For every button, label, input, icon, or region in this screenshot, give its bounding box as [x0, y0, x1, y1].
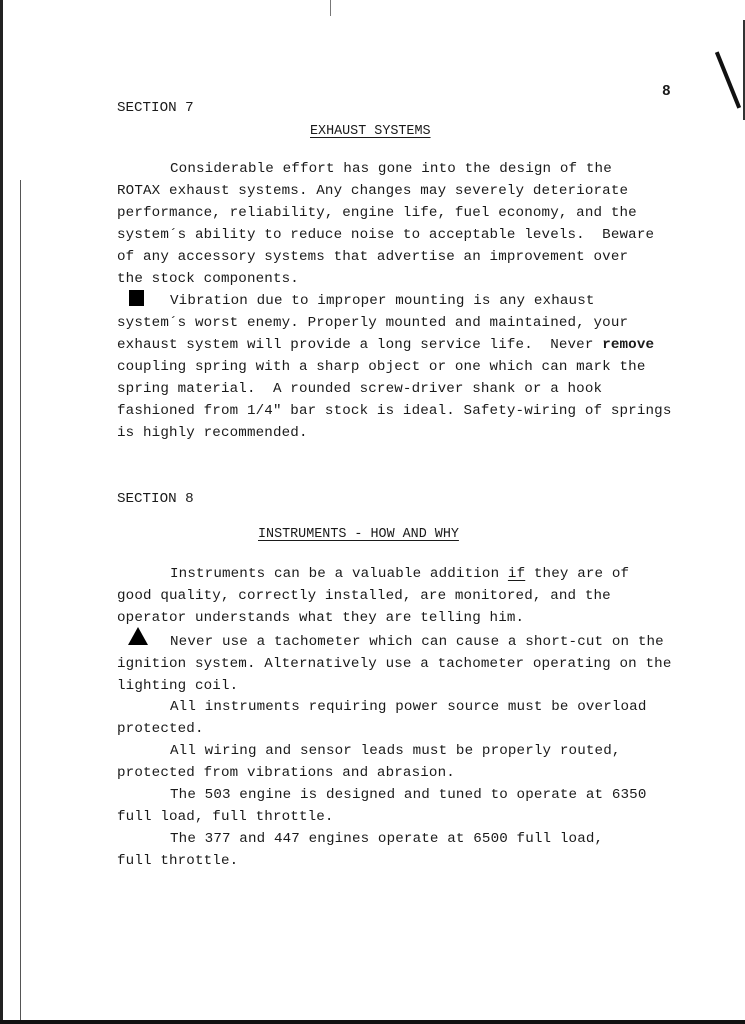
paragraph-line: system´s worst enemy. Properly mounted and maintained, your — [117, 315, 629, 331]
section-7-heading: EXHAUST SYSTEMS — [310, 124, 431, 139]
scan-mark-right — [715, 51, 741, 108]
scan-edge-bottom — [0, 1020, 745, 1024]
paragraph-line: operator understands what they are telling him. — [117, 610, 525, 626]
paragraph-line — [117, 334, 654, 356]
scan-edge-left — [0, 0, 3, 1024]
paragraph-line: fashioned from 1/4" bar stock is ideal. Safety-wiring of springs — [117, 403, 672, 419]
paragraph-text: Instruments can be a valuable addition — [170, 566, 508, 582]
paragraph-line: spring material. A rounded screw-driver shank or a hook — [117, 381, 603, 397]
underlined-text: if — [507, 566, 526, 582]
square-bullet-icon — [129, 290, 144, 306]
paragraph-line: All wiring and sensor leads must be properly routed, — [170, 743, 621, 759]
scan-mark-top — [330, 0, 331, 16]
paragraph-line: ROTAX exhaust systems. Any changes may severely deteriorate — [117, 183, 629, 199]
paragraph-text: exhaust system will provide a long service life. Never — [117, 337, 603, 353]
section-8-heading: INSTRUMENTS - HOW AND WHY — [258, 527, 459, 542]
paragraph-line: ignition system. Alternatively use a tachometer operating on the — [117, 656, 672, 672]
paragraph-line: The 377 and 447 engines operate at 6500 full load, — [170, 831, 604, 847]
paragraph-line: good quality, correctly installed, are monitored, and the — [117, 588, 611, 604]
paragraph-line: system´s ability to reduce noise to acceptable levels. Beware — [117, 227, 655, 243]
paragraph-line: Considerable effort has gone into the design of the — [170, 161, 612, 177]
paragraph-line: full load, full throttle. — [117, 809, 334, 825]
emphasis-text: remove — [602, 337, 655, 353]
paragraph-line: coupling spring with a sharp object or one which can mark the — [117, 359, 646, 375]
paragraph-line: full throttle. — [117, 853, 239, 869]
page-number: 8 — [662, 84, 671, 100]
paragraph-line: The 503 engine is designed and tuned to operate at 6350 — [170, 787, 647, 803]
paragraph-line: the stock components. — [117, 271, 299, 287]
paragraph-text: they are of — [525, 566, 630, 582]
paragraph-line: is highly recommended. — [117, 425, 308, 441]
paragraph-line — [170, 563, 629, 585]
paragraph-line: performance, reliability, engine life, fuel economy, and the — [117, 205, 637, 221]
paragraph-line: protected. — [117, 721, 204, 737]
paragraph-line: protected from vibrations and abrasion. — [117, 765, 455, 781]
paragraph-line: Vibration due to improper mounting is any exhaust — [170, 293, 595, 309]
section-7-label: SECTION 7 — [117, 100, 194, 116]
paragraph-line: of any accessory systems that advertise an improvement over — [117, 249, 629, 265]
scan-rule-left — [20, 180, 21, 1020]
paragraph-line: Never use a tachometer which can cause a short-cut on the — [170, 634, 664, 650]
paragraph-line: lighting coil. — [117, 678, 239, 694]
triangle-warning-icon — [128, 627, 148, 645]
section-8-label: SECTION 8 — [117, 491, 194, 507]
paragraph-line: All instruments requiring power source must be overload — [170, 699, 647, 715]
